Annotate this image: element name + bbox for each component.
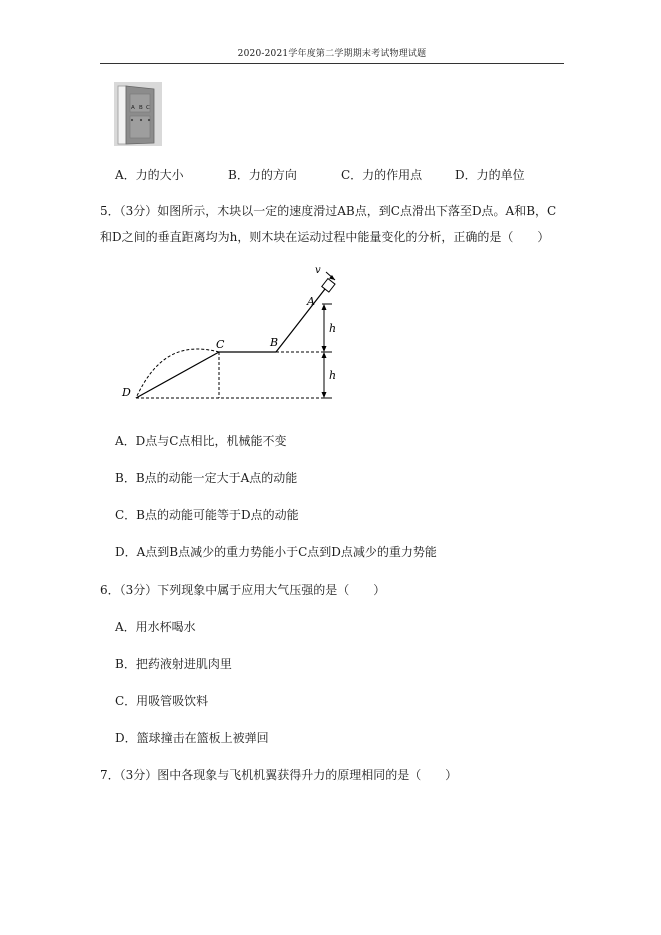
door-label-a: A (131, 105, 135, 111)
label-c: C (216, 338, 225, 351)
q5-stem-line2: 和D之间的垂直距离均为h，则木块在运动过程中能量变化的分析，正确的是（ ） (100, 230, 550, 244)
q6-stem: 6．（3分）下列现象中属于应用大气压强的是（ ） (100, 583, 386, 597)
q6-option-c: C．用吸管吸饮料 (115, 694, 209, 708)
q4-option-c: C．力的作用点 (341, 168, 423, 182)
door-label-c: C (146, 105, 150, 111)
q5-option-c: C．B点的动能可能等于D点的动能 (115, 508, 299, 522)
q5-stem-line1: 5．（3分）如图所示，木块以一定的速度滑过AB点，到C点滑出下落至D点。A和B，C (100, 204, 557, 218)
q5-option-b: B．B点的动能一定大于A点的动能 (115, 471, 298, 485)
q5-option-a: A．D点与C点相比，机械能不变 (115, 434, 287, 448)
q4-option-b: B．力的方向 (228, 168, 297, 182)
page-header: 2020-2021学年度第二学期期末考试物理试题 (237, 49, 427, 59)
q5-diagram (110, 262, 370, 410)
label-b: B (270, 336, 279, 349)
door-figure (114, 82, 162, 146)
q4-option-d: D．力的单位 (455, 168, 525, 182)
q5-option-d: D．A点到B点减少的重力势能小于C点到D点减少的重力势能 (115, 545, 437, 559)
q4-option-a: A．力的大小 (115, 168, 184, 182)
header-rule (100, 63, 564, 64)
label-h-upper: h (329, 322, 337, 335)
q6-option-b: B．把药液射进肌肉里 (115, 657, 232, 671)
label-h-lower: h (329, 369, 337, 382)
q7-stem: 7．（3分）图中各现象与飞机机翼获得升力的原理相同的是（ ） (100, 768, 458, 782)
q6-option-a: A．用水杯喝水 (115, 620, 196, 634)
label-v: v (315, 265, 321, 276)
door-label-b: B (139, 105, 143, 111)
q6-option-d: D．篮球撞击在篮板上被弹回 (115, 731, 269, 745)
label-a: A (307, 295, 315, 308)
label-d: D (122, 386, 131, 399)
